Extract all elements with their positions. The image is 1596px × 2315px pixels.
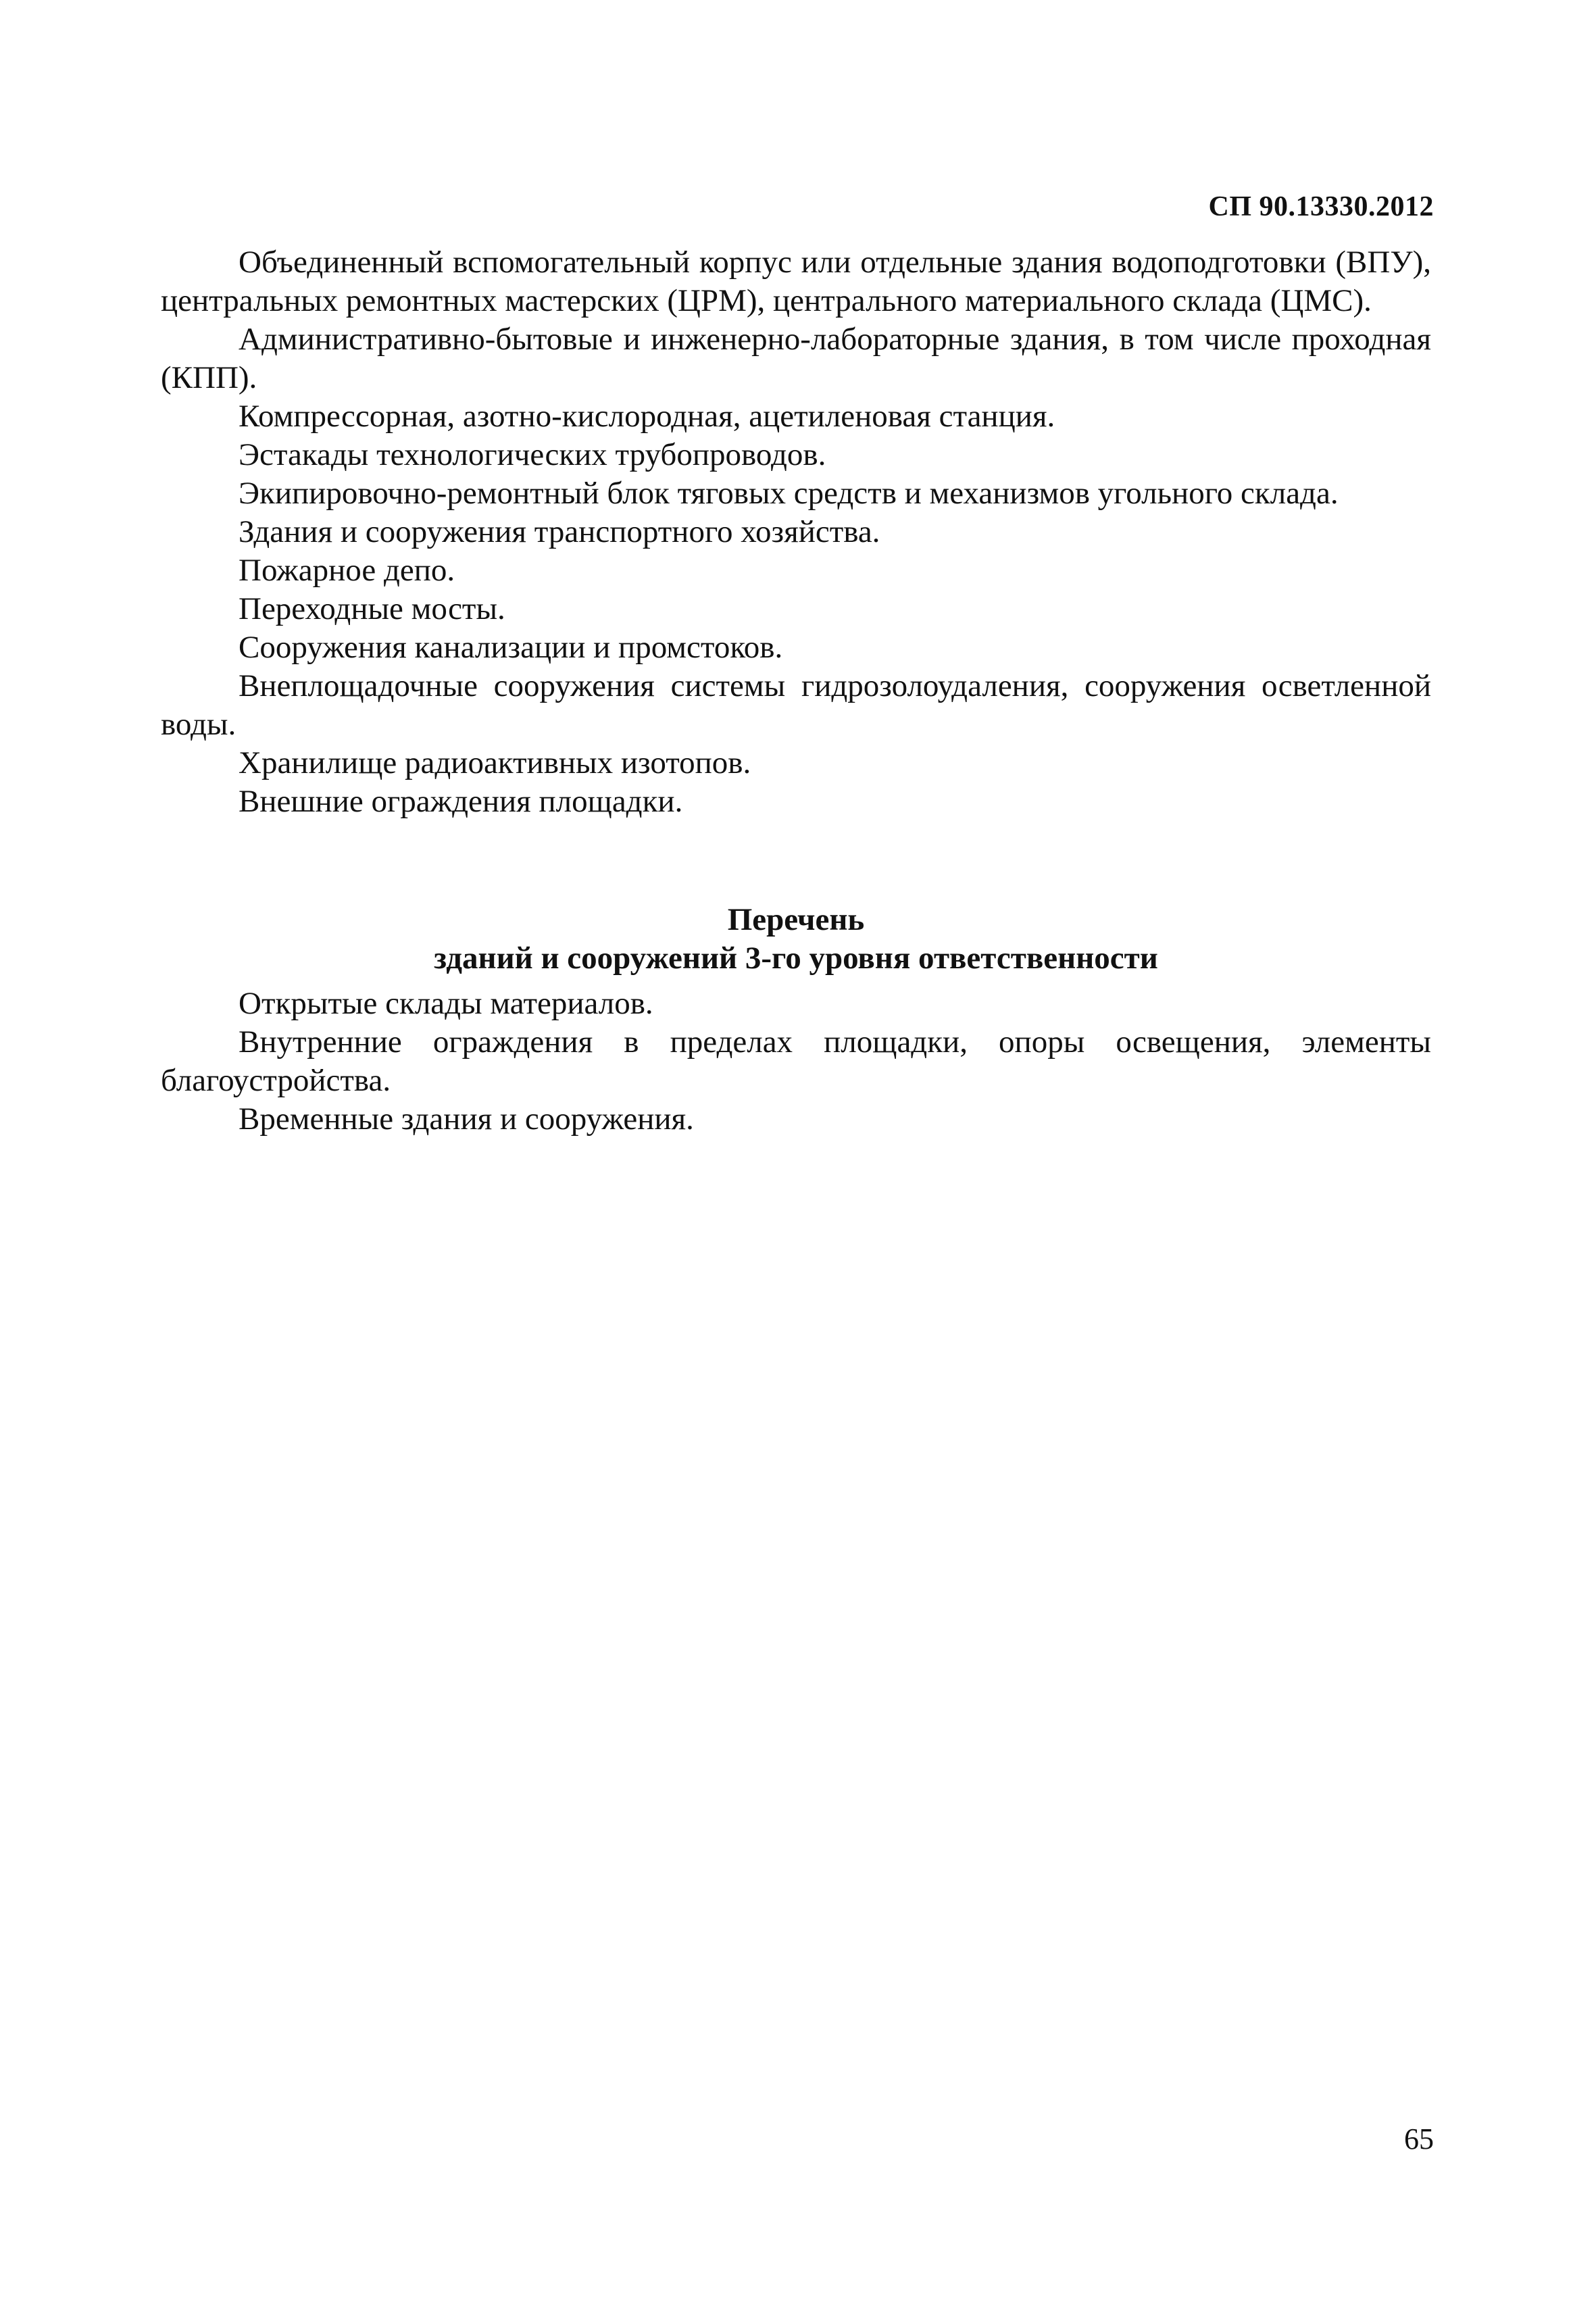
list-item: Административно-бытовые и инженерно-лабораторные здания, в том числе проходная (КПП). <box>161 322 1431 395</box>
list-item: Сооружения канализации и промстоков. <box>239 630 783 665</box>
list-responsibility-level-3 <box>161 985 1431 1139</box>
list-item: Внутренние ограждения в пределах площадки, опоры освещения, элементы благоустройства. <box>161 1024 1431 1098</box>
list-item: Эстакады технологических трубопроводов. <box>239 437 826 472</box>
section-title-line-1: Перечень <box>727 902 865 937</box>
list-item: Пожарное депо. <box>239 553 455 588</box>
list-item: Переходные мосты. <box>239 591 505 626</box>
list-responsibility-level-2 <box>161 243 1431 821</box>
document-code: СП 90.13330.2012 <box>1208 191 1434 222</box>
document-body <box>161 243 1431 1139</box>
list-item: Внеплощадочные сооружения системы гидрозолоудаления, сооружения осветленной воды. <box>161 668 1431 742</box>
list-item: Объединенный вспомогательный корпус или отдельные здания водоподготовки (ВПУ), центральных ремонтных мастерских (ЦРМ), центрального материального склада (ЦМС). <box>161 245 1431 318</box>
list-item: Компрессорная, азотно-кислородная, ацетиленовая станция. <box>239 399 1055 434</box>
list-item: Хранилище радиоактивных изотопов. <box>239 745 751 780</box>
section-title <box>161 901 1431 978</box>
section-title-line-2: зданий и сооружений 3-го уровня ответственности <box>434 941 1158 976</box>
list-item: Здания и сооружения транспортного хозяйства. <box>239 514 880 549</box>
page-number: 65 <box>1404 2122 1434 2156</box>
list-item: Временные здания и сооружения. <box>239 1101 694 1137</box>
list-item: Внешние ограждения площадки. <box>239 784 683 819</box>
list-item: Экипировочно-ремонтный блок тяговых средств и механизмов угольного склада. <box>239 476 1339 511</box>
list-item: Открытые склады материалов. <box>239 986 653 1021</box>
